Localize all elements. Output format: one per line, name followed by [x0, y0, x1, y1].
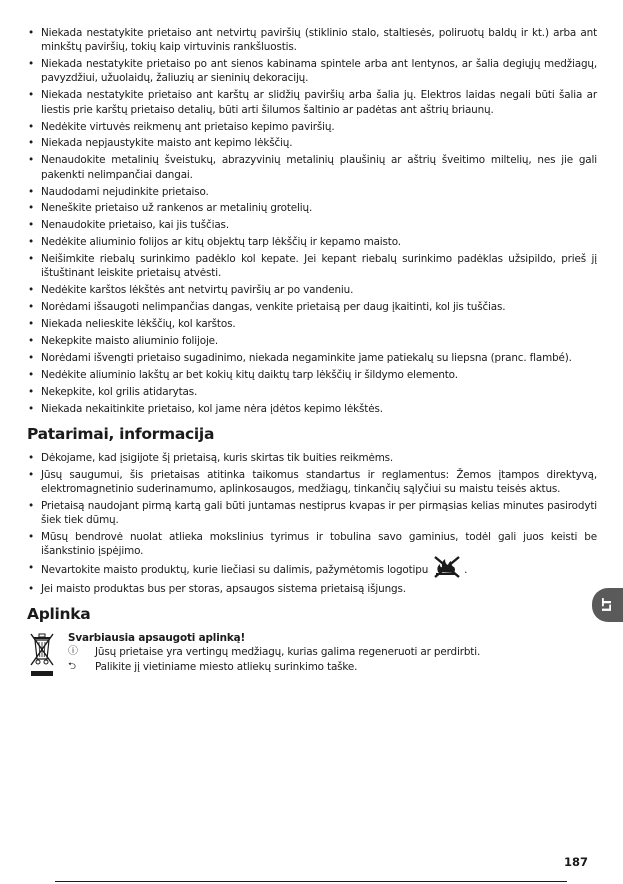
language-tab-label	[599, 597, 616, 613]
footer-divider	[55, 881, 567, 882]
list-item: • Niekada nestatykite prietaiso ant netvirtų paviršių (stiklinio stalo, staltiesės, poliruotų baldų ir kt.) arba ant minkštų paviršių, tokių kaip virtuvinis rankšluostis.	[27, 26, 597, 55]
no-direct-flame-icon	[432, 555, 462, 579]
list-item: • Nenaudokite metalinių šveistukų, abrazyvinių metalinių plaušinių ar aštrių šveitimo miltelių, nes jie gali pakenkti nelimpančiai dangai.	[27, 153, 597, 182]
list-item: • Nekepkite, kol grilis atidarytas.	[27, 385, 597, 399]
list-item: • Norėdami išsaugoti nelimpančias dangas, venkite prietaisą per daug įkaitinti, kol jis tuščias.	[27, 300, 597, 314]
return-arrow-icon: ⮌	[68, 660, 76, 672]
logo-item-end: .	[464, 564, 468, 577]
list-item: • Niekada nestatykite prietaiso ant karštų ar slidžių paviršių arba šalia jų. Elektros laidas negali būti šalia ar liestis prie karštų prietaiso detalių, būti arti šilumos šaltinio ar padėtas ant aštrių briaunų.	[27, 88, 597, 117]
logo-item-text: Nevartokite maisto produktų, kurie liečiasi su dalimis, pažymėtomis logotipu	[41, 564, 429, 577]
list-item: • Nedėkite virtuvės reikmenų ant prietaiso kepimo paviršių.	[27, 120, 597, 134]
tips-list	[27, 451, 597, 596]
list-item: • Naudodami nejudinkite prietaiso.	[27, 185, 597, 199]
environment-block	[27, 631, 597, 691]
recyclable-materials-line	[68, 645, 588, 659]
page-content	[27, 26, 597, 691]
tips-heading: Patarimai, informacija	[27, 424, 215, 443]
collection-point-text: Palikite jį vietiniame miesto atliekų surinkimo taške.	[95, 660, 358, 673]
list-item: • Neišimkite riebalų surinkimo padėklo kol kepate. Jei kepant riebalų surinkimo padėklas užsipildo, prieš jį ištuštinant leiskite prietaisų atvėsti.	[27, 252, 597, 281]
list-item: • Niekada nelieskite lėkščių, kol karštos.	[27, 317, 597, 331]
list-item: • Prietaisą naudojant pirmą kartą gali būti juntamas nestiprus kvapas ir per pirmąsias kelias minutes pasirodyti šiek tiek dūmų.	[27, 499, 597, 528]
list-item: • Neneškite prietaiso už rankenos ar metalinių grotelių.	[27, 201, 597, 215]
safety-warnings-list	[27, 26, 597, 416]
list-item: • Norėdami išvengti prietaiso sugadinimo, niekada negaminkite jame patiekalų su liepsna (pranc. flambé).	[27, 351, 597, 365]
page-number: 187	[564, 855, 589, 869]
environment-heading: Aplinka	[27, 605, 91, 624]
list-item: • Nenaudokite prietaiso, kai jis tuščias.	[27, 218, 597, 232]
list-item: • Jūsų saugumui, šis prietaisas atitinka taikomus standartus ir reglamentus: Žemos įtampos direktyvą, elektromagnetinio suderinamumo, aplinkosaugos, medžiagų, tinkančių sąlyčiui su maistu teisės aktus.	[27, 468, 597, 497]
environment-text	[68, 631, 588, 674]
list-item	[27, 561, 597, 579]
crossed-out-bin-icon	[29, 631, 55, 677]
list-item: • Mūsų bendrovė nuolat atlieka mokslinius tyrimus ir tobulina savo gaminius, todėl gali juos keisti be išankstinio įspėjimo.	[27, 530, 597, 559]
recyclable-materials-text: Jūsų prietaise yra vertingų medžiagų, kurias galima regeneruoti ar perdirbti.	[95, 646, 481, 659]
language-tab	[592, 588, 623, 622]
collection-point-line	[68, 660, 588, 674]
list-item: • Nedėkite aliuminio folijos ar kitų objektų tarp lėkščių ir kepamo maisto.	[27, 235, 597, 249]
svg-text:LT: LT	[600, 598, 614, 612]
list-item: • Dėkojame, kad įsigijote šį prietaisą, kuris skirtas tik buities reikmėms.	[27, 451, 597, 465]
list-item: • Nedėkite aliuminio lakštų ar bet kokių kitų daiktų tarp lėkščių ir šildymo elemento.	[27, 368, 597, 382]
environment-subheading: Svarbiausia apsaugoti aplinką!	[68, 632, 246, 645]
list-item: • Nekepkite maisto aliuminio folijoje.	[27, 334, 597, 348]
info-icon: ⓘ	[68, 646, 78, 658]
list-item: • Niekada nestatykite prietaiso po ant sienos kabinama spintele arba ant lentynos, ar šalia degiųjų medžiagų, pavyzdžiui, užuolaidų, žaliuzių ar sieninių dekoracijų.	[27, 57, 597, 86]
list-item: • Nedėkite karštos lėkštės ant netvirtų paviršių ar po vandeniu.	[27, 283, 597, 297]
list-item: • Jei maisto produktas bus per storas, apsaugos sistema prietaisą išjungs.	[27, 582, 597, 596]
list-item: • Niekada nekaitinkite prietaiso, kol jame nėra įdėtos kepimo lėkštės.	[27, 402, 597, 416]
list-item: • Niekada nepjaustykite maisto ant kepimo lėkščių.	[27, 136, 597, 150]
